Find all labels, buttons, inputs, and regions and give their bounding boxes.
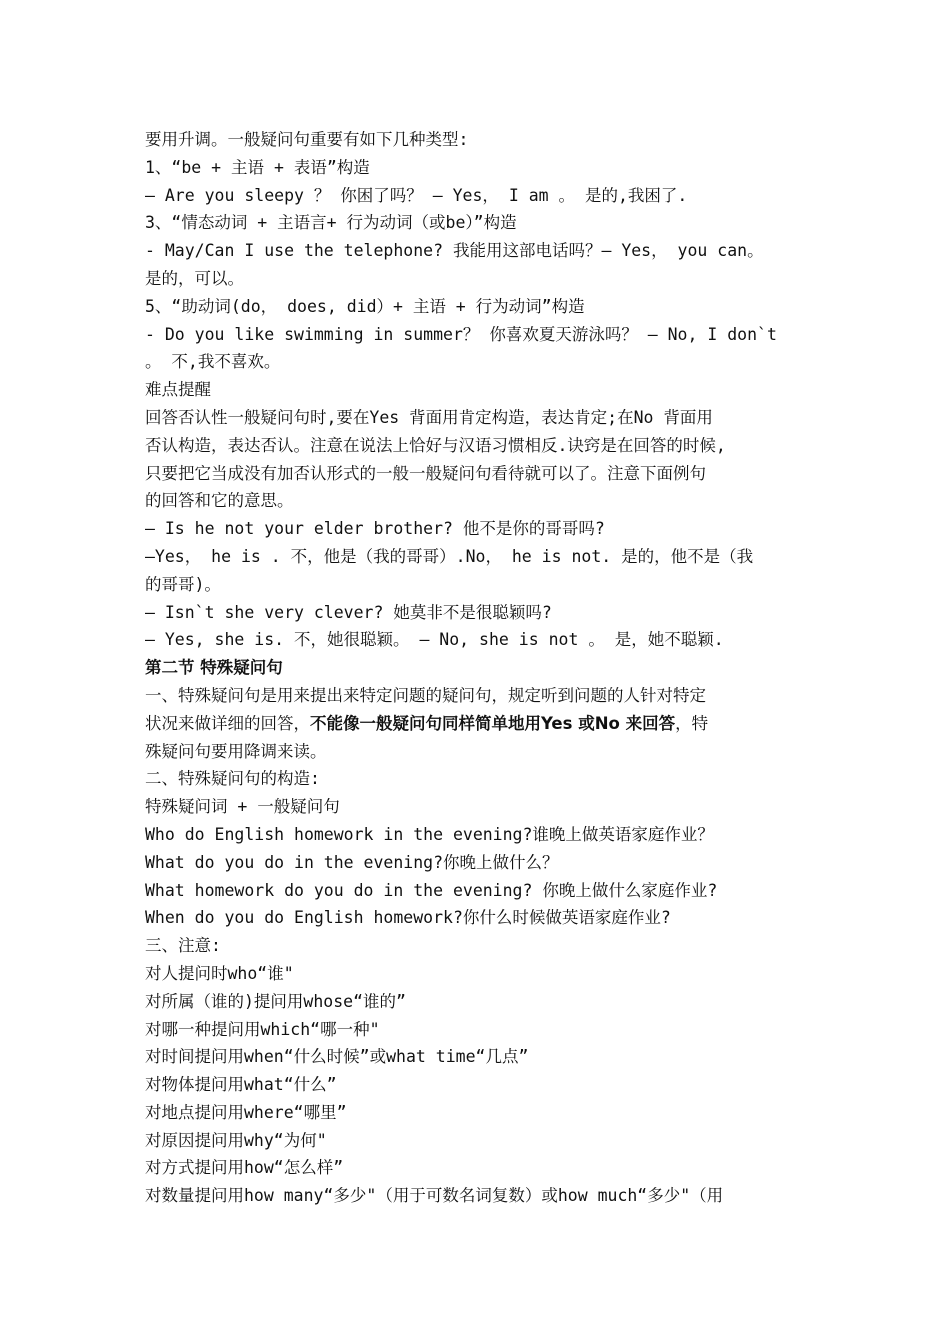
text-line: — Is he not your elder brother? 他不是你的哥哥吗? <box>145 519 605 539</box>
text-line: - Do you like swimming in summer？ 你喜欢夏天游泳吗？ — No, I don`t <box>145 324 777 344</box>
text-line: 殊疑问句要用降调来读。 <box>145 741 327 761</box>
text-line: 的哥哥)。 <box>145 574 221 594</box>
text-line: 对人提问时who“谁" <box>145 963 294 983</box>
text-line: Who do English homework in the evening?谁晚上做英语家庭作业？ <box>145 824 714 844</box>
text-line: 1、“be + 主语 + 表语”构造 <box>145 157 370 177</box>
text-line: 对方式提问用how“怎么样” <box>145 1158 344 1178</box>
text-line: 二、特殊疑问句的构造: <box>145 769 320 789</box>
text-line: 对物体提问用what“什么” <box>145 1075 337 1095</box>
text-line: 一、特殊疑问句是用来提出来特定问题的疑问句，规定听到问题的人针对特定 <box>145 685 706 705</box>
text-line: — Yes, she is. 不，她很聪颖。 — No, she is not 。 是，她不聪颖. <box>145 630 724 650</box>
text-line: 。 不,我不喜欢。 <box>145 352 281 372</box>
text-line: 对数量提问用how many“多少"（用于可数名词复数）或how much“多少"（用 <box>145 1186 724 1206</box>
text-line: 要用升调。一般疑问句重要有如下几种类型: <box>145 130 469 149</box>
text-line-mixed <box>145 710 810 738</box>
section-heading: 第二节 特殊疑问句 <box>145 658 283 678</box>
bold-emphasis: 不能像一般疑问句同样简单地用Yes 或No 来回答 <box>310 713 676 733</box>
subheading-difficulty: 难点提醒 <box>145 380 211 400</box>
text-line: 对哪一种提问用which“哪一种" <box>145 1019 380 1039</box>
text-line: 5、“助动词(do， does, did）+ 主语 + 行为动词”构造 <box>145 296 585 316</box>
text-line: 3、“情态动词 + 主语言+ 行为动词（或be）”构造 <box>145 213 517 233</box>
text-line: 对原因提问用why“为何" <box>145 1130 327 1150</box>
text-line: 否认构造，表达否认。注意在说法上恰好与汉语习惯相反.诀窍是在回答的时候, <box>145 435 726 455</box>
text-line: - May/Can I use the telephone? 我能用这部电话吗？— Yes， you can。 <box>145 241 764 261</box>
text-line: 对时间提问用when“什么时候”或what time“几点” <box>145 1047 529 1067</box>
text-line: — Are you sleepy ？ 你困了吗？ — Yes， I am 。 是的,我困了. <box>145 185 688 205</box>
text-line: 只要把它当成没有加否认形式的一般一般疑问句看待就可以了。注意下面例句 <box>145 463 706 483</box>
text-line: 特殊疑问词 + 一般疑问句 <box>145 797 340 817</box>
text-line: 是的，可以。 <box>145 268 244 288</box>
text-segment: ，特 <box>675 713 709 733</box>
text-line: When do you do English homework?你什么时候做英语家庭作业? <box>145 908 671 928</box>
text-segment: 状况来做详细的回答， <box>145 713 310 733</box>
document-page <box>145 126 810 1210</box>
text-line: — Isn`t she very clever? 她莫非不是很聪颖吗? <box>145 602 552 622</box>
text-line: —Yes， he is . 不，他是（我的哥哥）.No， he is not. 是的，他不是（我 <box>145 546 754 566</box>
text-line: What homework do you do in the evening? 你晚上做什么家庭作业? <box>145 880 718 900</box>
text-line: 三、注意: <box>145 936 221 956</box>
text-line: 对所属（谁的)提问用whose“谁的” <box>145 991 406 1011</box>
text-line: What do you do in the evening?你晚上做什么？ <box>145 852 559 872</box>
text-line: 的回答和它的意思。 <box>145 491 294 511</box>
text-line: 回答否认性一般疑问句时,要在Yes 背面用肯定构造，表达肯定;在No 背面用 <box>145 407 713 427</box>
text-line: 对地点提问用where“哪里” <box>145 1102 347 1122</box>
